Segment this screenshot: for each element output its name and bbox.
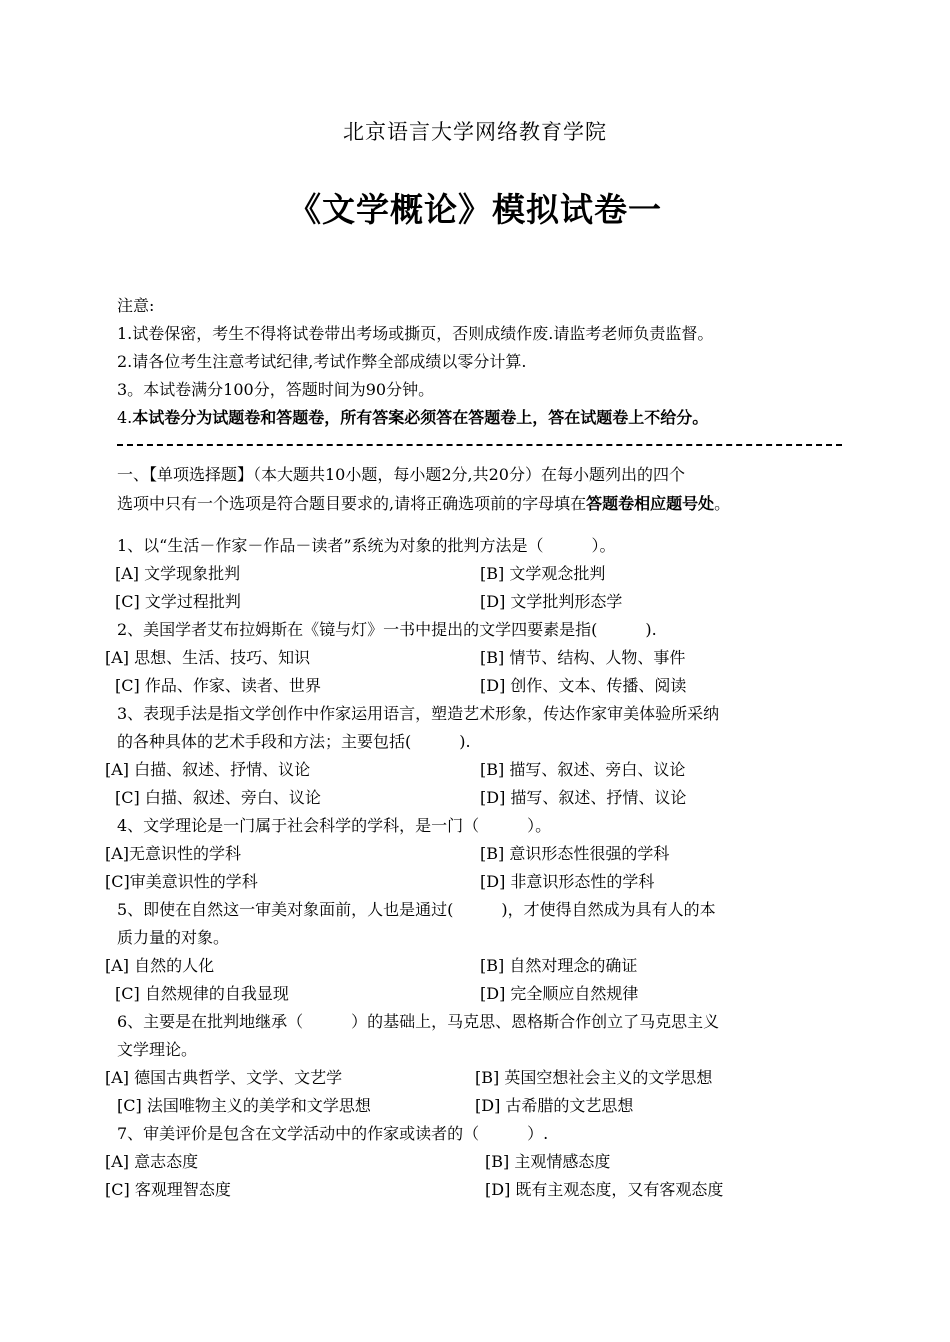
exam-notes [117,292,877,432]
option-c: [C] 作品、作家、读者、世界 [115,676,321,695]
option-d: [D] 非意识形态性的学科 [480,872,655,891]
question-4 [105,812,865,896]
option-c: [C] 客观理智态度 [105,1180,231,1199]
option-b: [B] 描写、叙述、旁白、议论 [480,760,686,779]
option-row [105,644,865,672]
option-row [105,588,865,616]
option-b: [B] 文学观念批判 [480,564,606,583]
question-stem-continued: 文学理论。 [117,1040,198,1059]
option-b: [B] 情节、结构、人物、事件 [480,648,686,667]
option-d: [D] 文学批判形态学 [480,592,623,611]
note-item-4 [117,404,877,432]
option-row [105,560,865,588]
question-stem-continued: 质力量的对象。 [117,928,230,947]
option-row [105,1092,865,1120]
option-row [105,672,865,700]
option-a: [A] 意志态度 [105,1152,199,1171]
option-row [105,1148,865,1176]
option-d: [D] 既有主观态度，又有客观态度 [485,1180,724,1199]
option-d: [D] 创作、文本、传播、阅读 [480,676,687,695]
question-stem: 7、审美评价是包含在文学活动中的作家或读者的（ ）. [117,1124,549,1143]
option-row [105,784,865,812]
section-line-2-end: 。 [714,494,731,513]
option-row [105,952,865,980]
note-item-3: 3。本试卷满分100分，答题时间为90分钟。 [117,380,435,399]
section-line-2 [117,489,847,518]
option-d: [D] 完全顺应自然规律 [480,984,639,1003]
question-list [105,532,865,1204]
option-a: [A] 思想、生活、技巧、知识 [105,648,311,667]
dashed-divider [117,444,842,446]
option-a: [A] 白描、叙述、抒情、议论 [105,760,311,779]
question-stem: 5、即使在自然这一审美对象面前，人也是通过( )，才使得自然成为具有人的本 [117,900,716,919]
question-stem: 6、主要是在批判地继承（ ）的基础上，马克思、恩格斯合作创立了马克思主义 [117,1012,720,1031]
option-a: [A]无意识性的学科 [105,844,242,863]
option-b: [B] 主观情感态度 [485,1152,611,1171]
option-b: [B] 意识形态性很强的学科 [480,844,670,863]
option-d: [D] 描写、叙述、抒情、议论 [480,788,687,807]
notes-heading: 注意: [117,296,155,315]
option-row [105,756,865,784]
question-stem: 3、表现手法是指文学创作中作家运用语言，塑造艺术形象，传达作家审美体验所采纳 [117,704,720,723]
option-d: [D] 古希腊的文艺思想 [475,1096,634,1115]
option-b: [B] 英国空想社会主义的文学思想 [475,1068,713,1087]
question-stem: 2、美国学者艾布拉姆斯在《镜与灯》一书中提出的文学四要素是指( ). [117,620,657,639]
question-stem-continued: 的各种具体的艺术手段和方法；主要包括( ). [117,732,471,751]
note-item-4-number: 4. [117,408,133,427]
option-row [105,1064,865,1092]
question-stem: 1、以“生活－作家－作品－读者”系统为对象的批判方法是（ ）。 [117,536,616,555]
option-row [105,840,865,868]
option-row [105,868,865,896]
question-6 [105,1008,865,1120]
option-c: [C] 法国唯物主义的美学和文学思想 [117,1096,371,1115]
option-row [105,1176,865,1204]
question-3 [105,700,865,812]
option-c: [C] 文学过程批判 [115,592,241,611]
question-7 [105,1120,865,1204]
school-name: 北京语言大学网络教育学院 [343,120,607,144]
option-c: [C] 白描、叙述、旁白、议论 [115,788,321,807]
exam-title: 《文学概论》模拟试卷一 [288,190,662,229]
option-a: [A] 文学现象批判 [115,564,241,583]
question-stem: 4、文学理论是一门属于社会科学的学科，是一门（ ）。 [117,816,552,835]
option-b: [B] 自然对理念的确证 [480,956,638,975]
note-item-2: 2.请各位考生注意考试纪律,考试作弊全部成绩以零分计算. [117,352,527,371]
option-a: [A] 德国古典哲学、文学、文艺学 [105,1068,343,1087]
section-line-2-emphasis: 答题卷相应题号处 [586,494,715,513]
option-row [105,980,865,1008]
section-line-1: 一、【单项选择题】（本大题共10小题，每小题2分,共20分）在每小题列出的四个 [117,465,685,484]
question-2 [105,616,865,700]
option-c: [C] 自然规律的自我显现 [115,984,289,1003]
option-a: [A] 自然的人化 [105,956,215,975]
section-line-2-text: 选项中只有一个选项是符合题目要求的,请将正确选项前的字母填在 [117,494,587,513]
section-instructions [117,460,847,518]
note-item-4-text: 本试卷分为试题卷和答题卷，所有答案必须答在答题卷上，答在试题卷上不给分。 [132,408,709,427]
option-c: [C]审美意识性的学科 [105,872,258,891]
question-1 [105,532,865,616]
question-5 [105,896,865,1008]
note-item-1: 1.试卷保密，考生不得将试卷带出考场或撕页，否则成绩作废.请监考老师负责监督。 [117,324,714,343]
